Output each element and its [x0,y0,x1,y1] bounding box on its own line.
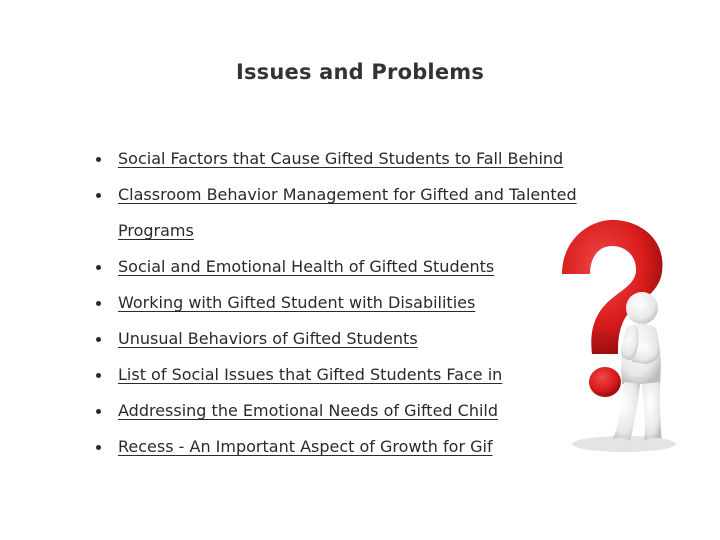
bullet-dot [96,157,101,162]
bullet-link-unusual-behaviors[interactable]: Unusual Behaviors of Gifted Students [118,329,418,348]
bullet-link-classroom-behavior-cont[interactable]: Programs [118,221,194,240]
bullet-dot [96,193,101,198]
bullet-link-recess[interactable]: Recess - An Important Aspect of Growth for Gif [118,437,493,456]
thinking-person-question-mark-icon [514,212,689,462]
bullet-dot [96,337,101,342]
bullet-link-social-issues[interactable]: List of Social Issues that Gifted Students Face in [118,365,503,384]
slide-title: Issues and Problems [235,60,485,84]
bullet-dot [96,445,101,450]
bullet-link-social-emotional-health[interactable]: Social and Emotional Health of Gifted Students [118,257,495,276]
bullet-link-emotional-needs[interactable]: Addressing the Emotional Needs of Gifted Child [118,401,499,420]
bullet-dot [96,301,101,306]
bullet-dot [96,265,101,270]
bullet-link-classroom-behavior[interactable]: Classroom Behavior Management for Gifted and Talented [118,185,577,204]
bullet-dot [96,373,101,378]
bullet-link-disabilities[interactable]: Working with Gifted Student with Disabilities [118,293,476,312]
bullet-link-social-factors[interactable]: Social Factors that Cause Gifted Students to Fall Behind [118,149,564,168]
bullet-dot [96,409,101,414]
